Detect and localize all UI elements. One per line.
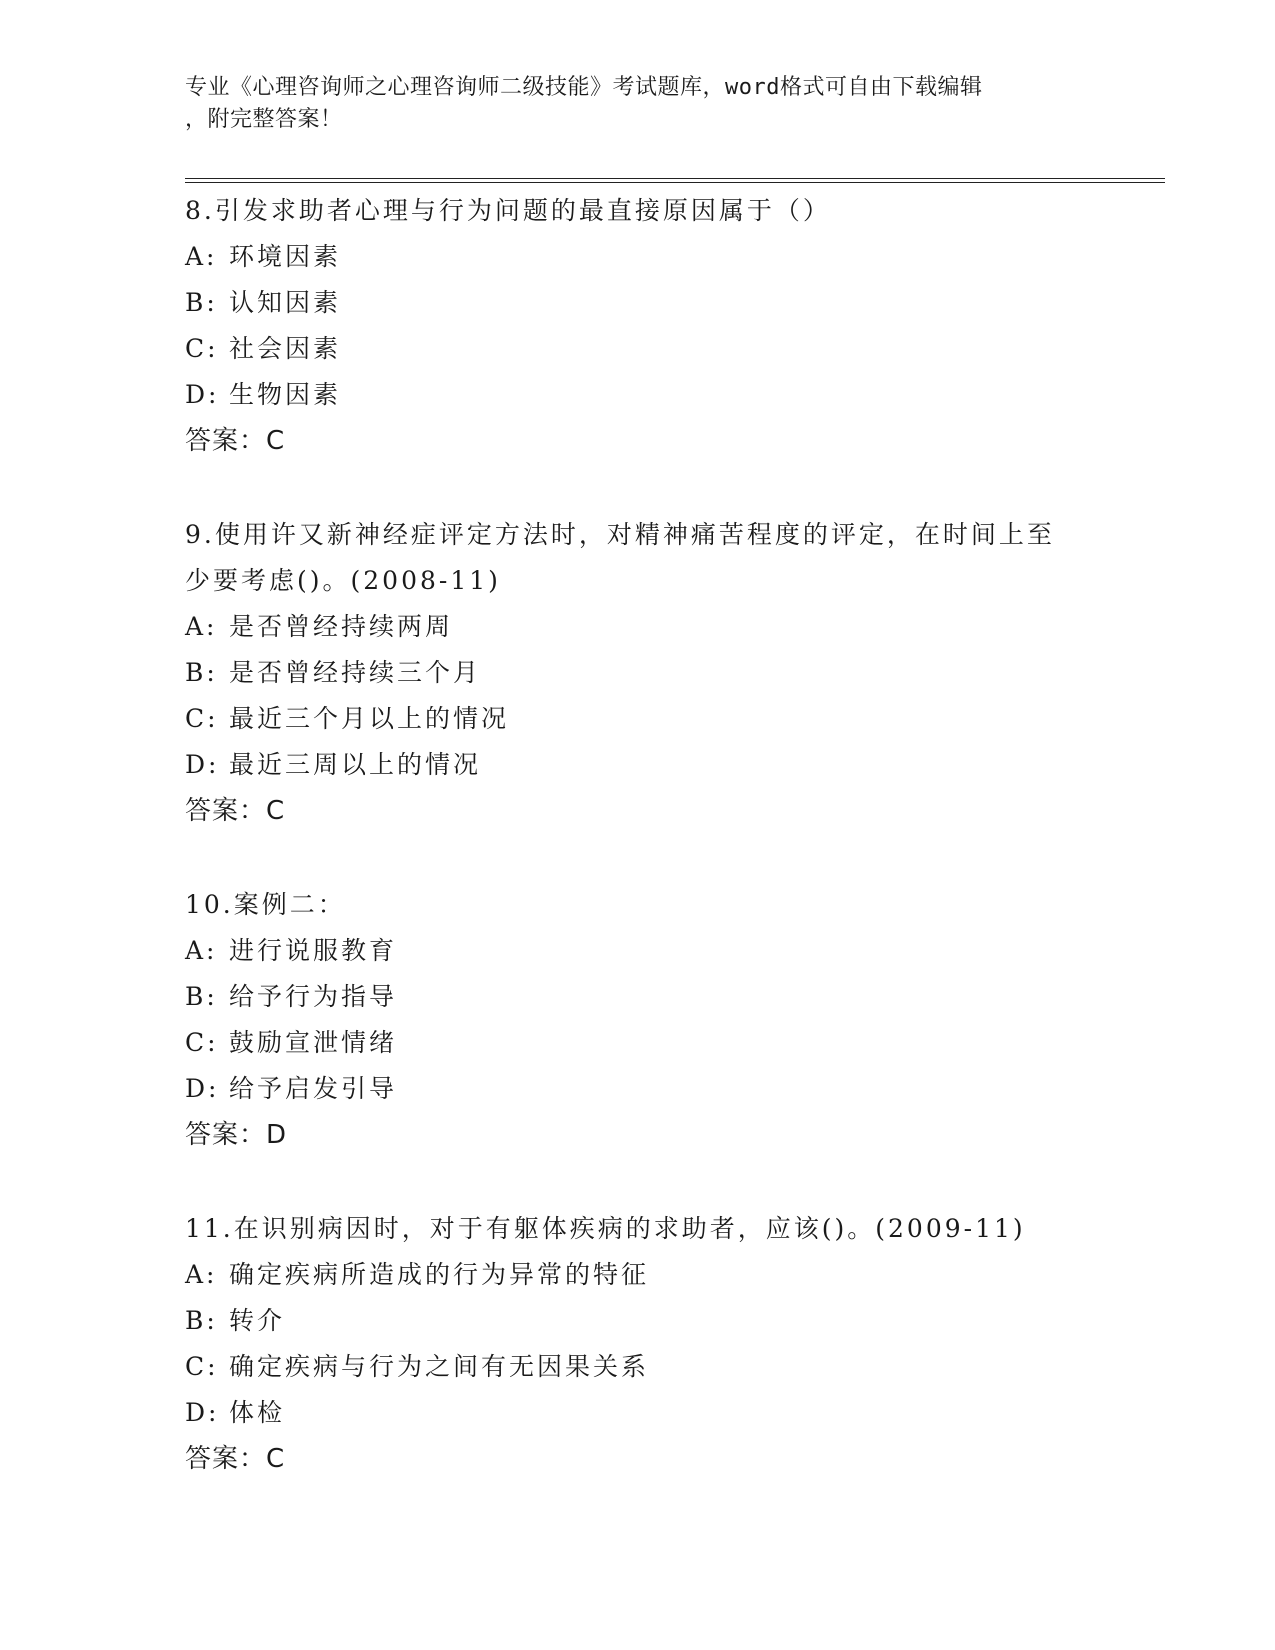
header-line-2: ，附完整答案！	[185, 107, 343, 132]
answer-value: D	[266, 1120, 288, 1150]
option-a	[185, 928, 1165, 974]
answer-label: 答案：	[185, 1444, 267, 1474]
answer-label: 答案：	[185, 426, 267, 456]
question-number: 10.	[185, 890, 234, 919]
option-letter: A:	[185, 242, 218, 271]
question-number: 8.	[185, 196, 215, 225]
answer-line	[185, 1436, 1165, 1482]
option-d	[185, 1066, 1165, 1112]
answer-value: C	[266, 796, 286, 826]
option-text: 是否曾经持续三个月	[229, 658, 482, 687]
question-text	[185, 1206, 1065, 1252]
option-a	[185, 1252, 1165, 1298]
question-8	[185, 188, 1165, 464]
option-letter: A:	[185, 1260, 218, 1289]
answer-line	[185, 1112, 1165, 1158]
option-text: 给予启发引导	[229, 1074, 398, 1103]
header-divider	[185, 178, 1165, 183]
option-letter: D:	[185, 1398, 220, 1427]
answer-line	[185, 788, 1165, 834]
option-text: 确定疾病所造成的行为异常的特征	[229, 1260, 650, 1289]
option-letter: B:	[185, 288, 218, 317]
document-header	[185, 72, 1065, 136]
option-c	[185, 1020, 1165, 1066]
option-a	[185, 234, 1165, 280]
answer-value: C	[266, 1444, 286, 1474]
header-line-1: 专业《心理咨询师之心理咨询师二级技能》考试题库，word格式可自由下载编辑	[185, 75, 983, 100]
question-11	[185, 1206, 1165, 1482]
option-letter: A:	[185, 936, 218, 965]
question-stem: 案例二：	[233, 890, 346, 919]
answer-line	[185, 418, 1165, 464]
question-9	[185, 512, 1165, 834]
option-letter: D:	[185, 750, 220, 779]
option-text: 生物因素	[229, 380, 342, 409]
option-text: 体检	[229, 1398, 286, 1427]
option-text: 鼓励宣泄情绪	[229, 1028, 398, 1057]
option-letter: C:	[185, 1028, 219, 1057]
option-text: 确定疾病与行为之间有无因果关系	[229, 1352, 650, 1381]
answer-label: 答案：	[185, 796, 267, 826]
option-letter: C:	[185, 704, 219, 733]
option-text: 转介	[229, 1306, 286, 1335]
option-letter: D:	[185, 1074, 220, 1103]
option-letter: C:	[185, 1352, 219, 1381]
question-text	[185, 882, 1065, 928]
option-letter: A:	[185, 612, 218, 641]
option-letter: B:	[185, 1306, 218, 1335]
option-c	[185, 326, 1165, 372]
option-text: 认知因素	[229, 288, 342, 317]
option-text: 社会因素	[229, 334, 342, 363]
option-text: 进行说服教育	[229, 936, 398, 965]
option-letter: C:	[185, 334, 219, 363]
question-number: 11.	[185, 1214, 234, 1243]
option-b	[185, 974, 1165, 1020]
option-letter: B:	[185, 658, 218, 687]
question-stem: 引发求助者心理与行为问题的最直接原因属于（）	[214, 196, 831, 225]
option-text: 最近三个月以上的情况	[229, 704, 510, 733]
option-b	[185, 280, 1165, 326]
question-list	[185, 188, 1165, 1530]
question-text	[185, 512, 1065, 604]
option-a	[185, 604, 1165, 650]
question-10	[185, 882, 1165, 1158]
option-text: 环境因素	[229, 242, 342, 271]
option-c	[185, 1344, 1165, 1390]
option-letter: D:	[185, 380, 220, 409]
option-b	[185, 650, 1165, 696]
option-d	[185, 372, 1165, 418]
option-d	[185, 1390, 1165, 1436]
question-text	[185, 188, 1065, 234]
option-letter: B:	[185, 982, 218, 1011]
question-stem: 在识别病因时，对于有躯体疾病的求助者，应该()。(2009-11)	[233, 1214, 1026, 1243]
option-text: 是否曾经持续两周	[229, 612, 454, 641]
option-d	[185, 742, 1165, 788]
option-c	[185, 696, 1165, 742]
question-stem: 使用许又新神经症评定方法时，对精神痛苦程度的评定，在时间上至少要考虑()。(2008-11)	[185, 520, 1055, 595]
option-text: 最近三周以上的情况	[229, 750, 482, 779]
answer-label: 答案：	[185, 1120, 267, 1150]
option-b	[185, 1298, 1165, 1344]
option-text: 给予行为指导	[229, 982, 398, 1011]
question-number: 9.	[185, 520, 215, 549]
answer-value: C	[266, 426, 286, 456]
